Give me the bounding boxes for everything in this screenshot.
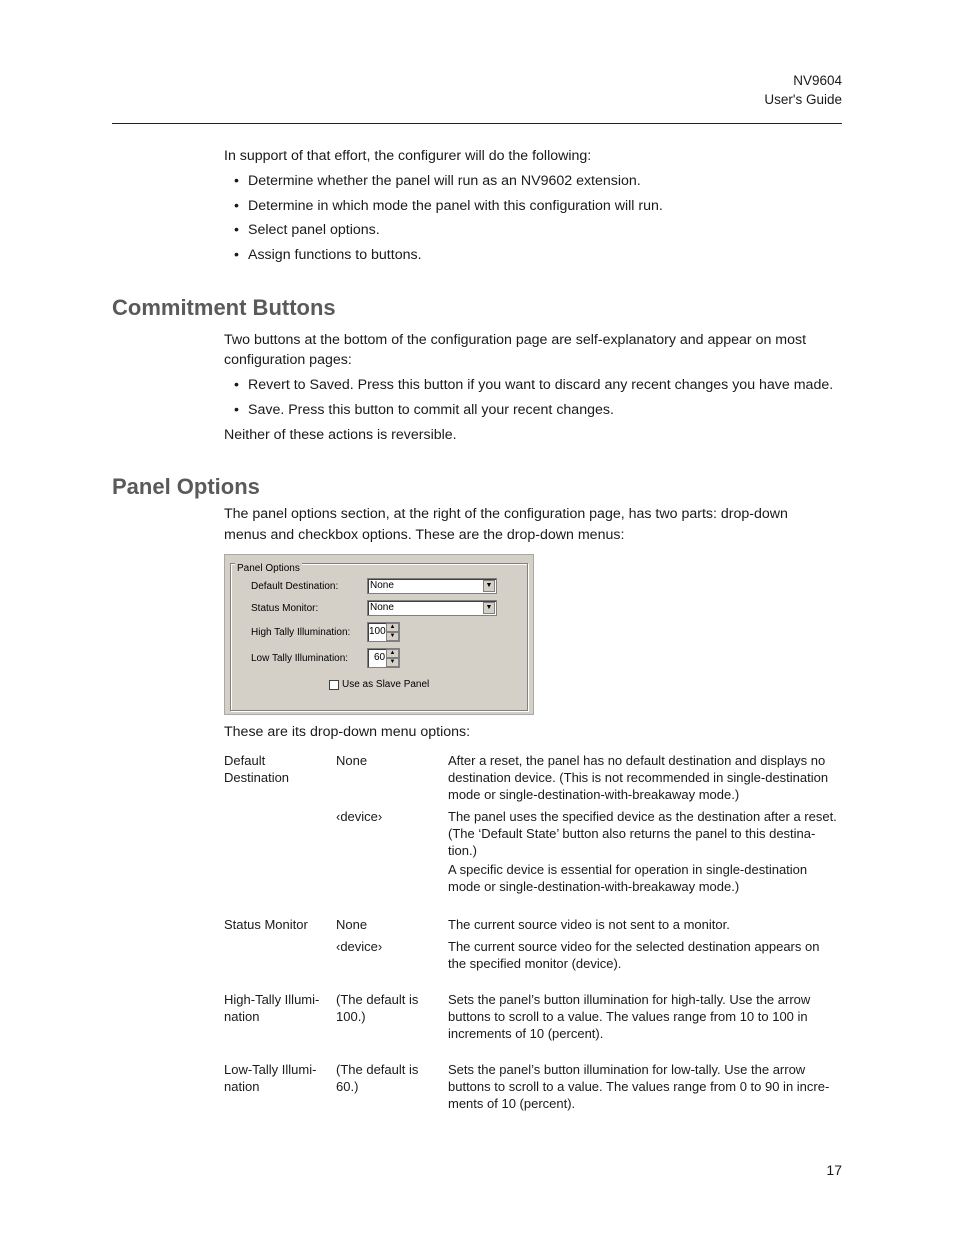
table-cell-option: Low-Tally Illumi- nation: [224, 1062, 317, 1094]
spin-down-icon[interactable]: ▼: [386, 658, 399, 667]
panel-options-figure: [224, 554, 534, 715]
commitment-bullet: • Revert to Saved. Press this button if you want to discard any recent changes you have made.: [234, 377, 834, 393]
high-tally-value: 100: [369, 626, 386, 637]
chevron-down-icon[interactable]: ▼: [483, 602, 495, 614]
intro-bullet: • Determine whether the panel will run as an NV9602 extension.: [234, 173, 641, 189]
intro-bullet: • Assign functions to buttons.: [234, 247, 422, 263]
default-destination-value: None: [370, 580, 394, 591]
commitment-closing: Neither of these actions is reversible.: [224, 427, 457, 443]
slave-panel-checkbox[interactable]: [329, 680, 339, 690]
table-cell-option: Status Monitor: [224, 917, 308, 932]
commitment-para-line1: Two buttons at the bottom of the configuration page are self-explanatory and appear on most: [224, 332, 807, 348]
header-product: NV9604: [793, 73, 842, 88]
commitment-bullet: • Save. Press this button to commit all your recent changes.: [234, 402, 614, 418]
table-cell-description: The panel uses the specified device as the destination after a reset. (The ‘Default State’ button also returns the panel to this destina- tion.) A specific device is essential for operation in single-destination mode or single-destination-with-breakaway mode.): [448, 809, 837, 894]
table-cell-value: None: [336, 917, 368, 932]
slave-panel-label: Use as Slave Panel: [342, 679, 430, 690]
table-cell-value: (The default is 100.): [336, 992, 419, 1024]
table-cell-description: The current source video is not sent to a monitor.: [448, 917, 730, 932]
table-cell-description: Sets the panel’s button illumination for low-tally. Use the arrow buttons to scroll to a value. The values range from 0 to 90 in incre- ments of 10 (percent).: [448, 1062, 830, 1111]
header-doc-title: User's Guide: [764, 92, 842, 107]
high-tally-label: High Tally Illumination:: [251, 627, 351, 638]
default-destination-label: Default Destination:: [251, 581, 339, 592]
page-number: 17: [826, 1162, 842, 1178]
table-cell-description: After a reset, the panel has no default destination and displays no destination device. (This is not recommended in single-destination mode or single-destination-with-breakaway mode.): [448, 753, 829, 802]
high-tally-stepper[interactable]: [367, 622, 400, 642]
table-cell-value: ‹device›: [336, 939, 383, 954]
intro-bullet: • Determine in which mode the panel with this configuration will run.: [234, 198, 663, 214]
header-rule: [112, 123, 842, 124]
panel-options-para-line1: The panel options section, at the right of the configuration page, has two parts: drop-down: [224, 506, 788, 522]
table-cell-description: Sets the panel’s button illumination for high-tally. Use the arrow buttons to scroll to a value. The values range from 10 to 100 in increments of 10 (percent).: [448, 992, 811, 1041]
after-figure-text: These are its drop-down menu options:: [224, 724, 471, 740]
table-cell-option: Default Destination: [224, 753, 290, 785]
spin-up-icon[interactable]: ▲: [386, 649, 399, 658]
low-tally-stepper[interactable]: [367, 648, 400, 668]
table-cell-value: None: [336, 753, 368, 768]
panel-options-para-line2: menus and checkbox options. These are the drop-down menus:: [224, 527, 625, 543]
status-monitor-select[interactable]: [367, 600, 497, 616]
commitment-para-line2: configuration pages:: [224, 352, 352, 368]
table-cell-description: The current source video for the selected destination appears on the specified monitor (device).: [448, 939, 820, 971]
status-monitor-label: Status Monitor:: [251, 603, 319, 614]
intro-bullet: • Select panel options.: [234, 222, 380, 238]
panel-options-groupbox: [230, 563, 528, 711]
spin-up-icon[interactable]: ▲: [386, 623, 399, 632]
status-monitor-value: None: [370, 602, 394, 613]
table-cell-value: ‹device›: [336, 809, 383, 824]
section-heading-commitment: Commitment Buttons: [112, 295, 336, 320]
default-destination-select[interactable]: [367, 578, 497, 594]
intro-text: In support of that effort, the configurer will do the following:: [224, 148, 592, 164]
spin-down-icon[interactable]: ▼: [386, 632, 399, 641]
section-heading-panel-options: Panel Options: [112, 474, 260, 499]
table-cell-value: (The default is 60.): [336, 1062, 419, 1094]
low-tally-label: Low Tally Illumination:: [251, 653, 349, 664]
table-cell-option: High-Tally Illumi- nation: [224, 992, 320, 1024]
groupbox-label: Panel Options: [237, 563, 300, 574]
low-tally-value: 60: [374, 652, 386, 663]
chevron-down-icon[interactable]: ▼: [483, 580, 495, 592]
